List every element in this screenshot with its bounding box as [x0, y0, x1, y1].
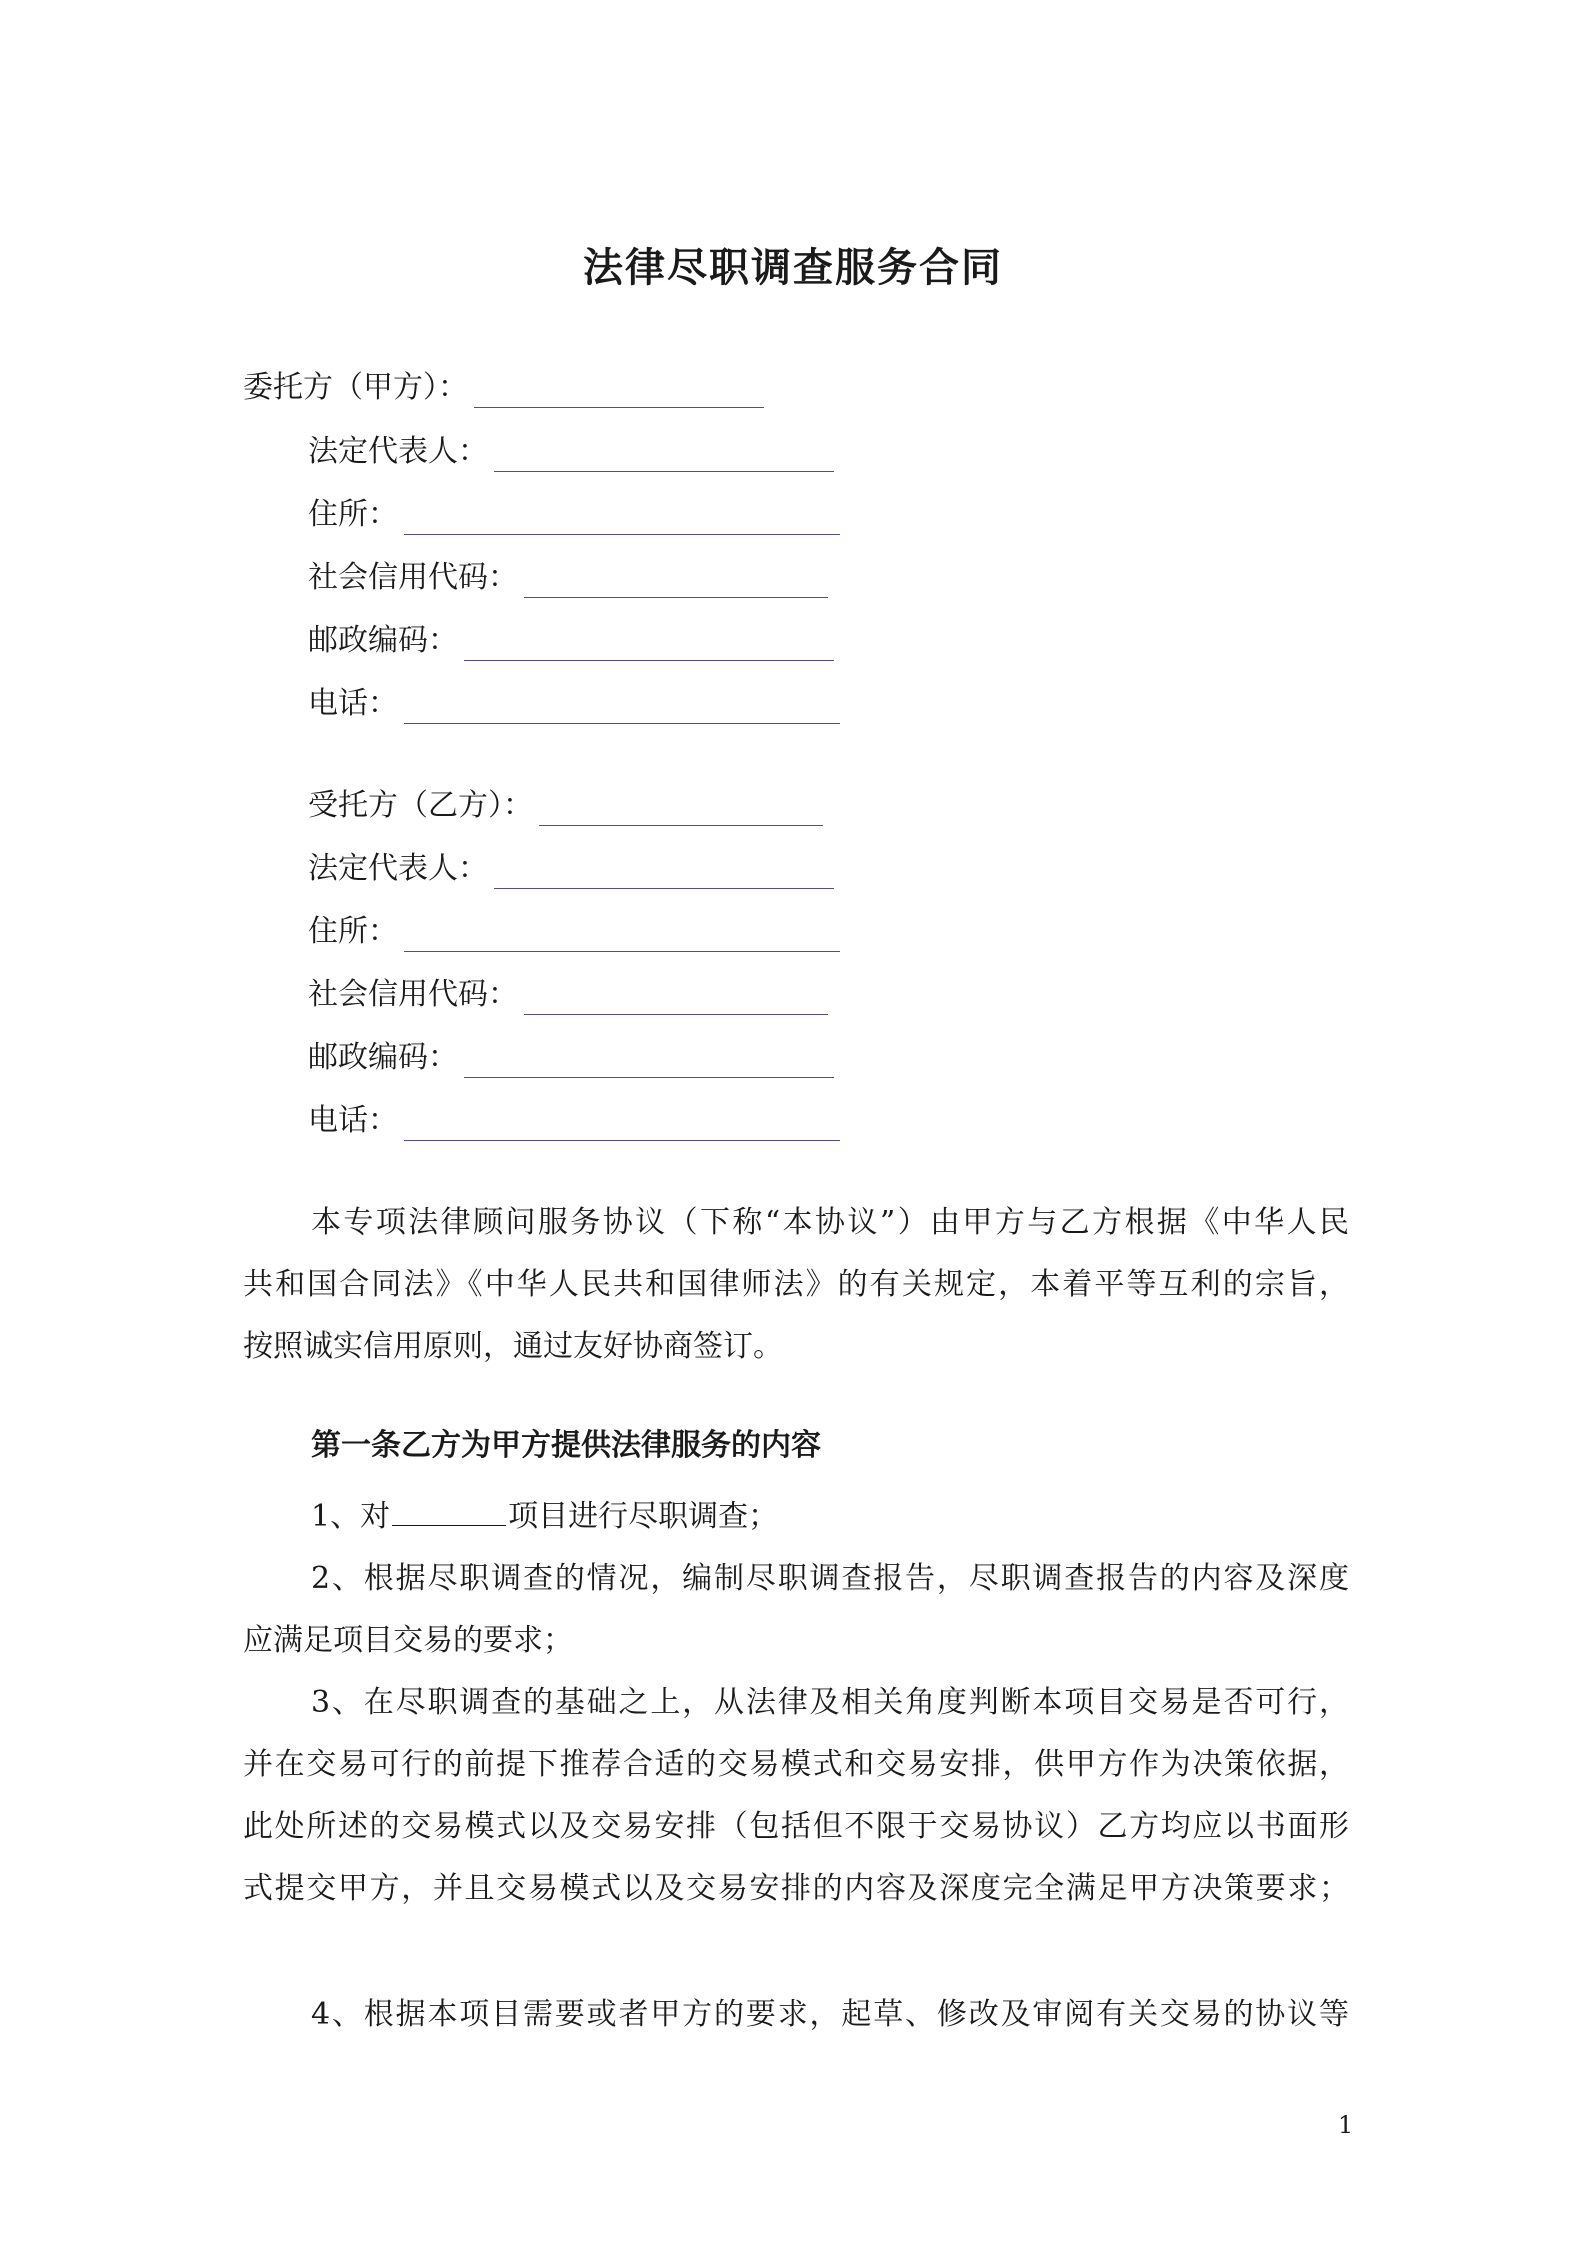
party-b-postal-code-blank[interactable] [464, 1043, 834, 1078]
intro-line-3: 按照诚实信用原则，通过友好协商签订。 [243, 1329, 783, 1364]
party-a-postal-code-row [308, 617, 834, 661]
party-b-heading: 受托方（乙方）： [308, 788, 533, 823]
party-a-phone-row [308, 680, 840, 724]
project-name-blank[interactable] [392, 1495, 506, 1526]
party-a-legal-rep-blank[interactable] [494, 437, 834, 472]
party-a-legal-rep-label: 法定代表人： [308, 434, 488, 469]
party-a-credit-code-label: 社会信用代码： [308, 560, 518, 595]
party-b-credit-code-label: 社会信用代码： [308, 977, 518, 1012]
party-a-postal-code-blank[interactable] [464, 626, 834, 661]
article-1-item-1-line [243, 1486, 1349, 1548]
intro-line-2: 共和国合同法》《中华人民共和国律师法》的有关规定，本着平等互利的宗旨， [243, 1267, 1349, 1302]
document-title: 法律尽职调查服务合同 [583, 244, 1003, 291]
party-a-address-blank[interactable] [404, 500, 840, 535]
intro-paragraph [243, 1192, 1349, 1378]
party-b-phone-row [308, 1097, 840, 1141]
page-number: 1 [1338, 2111, 1354, 2139]
item-2-line-2: 应满足项目交易的要求； [243, 1623, 573, 1658]
party-b-credit-code-row [308, 971, 828, 1015]
article-1-heading: 第一条乙方为甲方提供法律服务的内容 [311, 1428, 821, 1463]
party-a-phone-blank[interactable] [404, 689, 840, 724]
party-b-legal-rep-blank[interactable] [494, 854, 834, 889]
party-b-phone-blank[interactable] [404, 1106, 840, 1141]
party-b-credit-code-blank[interactable] [524, 980, 828, 1015]
item-3-line-3: 此处所述的交易模式以及交易安排（包括但不限于交易协议）乙方均应以书面形 [243, 1809, 1349, 1844]
item-2-line-1: 2、根据尽职调查的情况，编制尽职调查报告，尽职调查报告的内容及深度 [311, 1561, 1349, 1596]
article-1-item-4 [243, 1984, 1349, 2046]
article-1-item-3 [243, 1672, 1349, 1920]
item-4-line-1: 4、根据本项目需要或者甲方的要求，起草、修改及审阅有关交易的协议等 [311, 1997, 1349, 2032]
party-b-address-blank[interactable] [404, 917, 840, 952]
party-b-address-label: 住所： [308, 914, 398, 949]
party-b-legal-rep-label: 法定代表人： [308, 851, 488, 886]
party-a-address-label: 住所： [308, 497, 398, 532]
party-a-heading-row [243, 364, 764, 408]
article-1-item-2 [243, 1548, 1349, 1672]
party-a-credit-code-row [308, 554, 828, 598]
article-1-item-1 [243, 1486, 1349, 1548]
item-3-line-4: 式提交甲方，并且交易模式以及交易安排的内容及深度完全满足甲方决策要求； [243, 1871, 1349, 1906]
item-1-prefix: 1、对 [311, 1499, 391, 1534]
item-3-line-2: 并在交易可行的前提下推荐合适的交易模式和交易安排，供甲方作为决策依据， [243, 1747, 1349, 1782]
party-b-phone-label: 电话： [308, 1103, 398, 1138]
intro-line-1: 本专项法律顾问服务协议（下称“本协议”）由甲方与乙方根据《中华人民 [311, 1205, 1349, 1240]
party-b-legal-rep-row [308, 845, 834, 889]
party-b-name-blank[interactable] [539, 791, 823, 826]
party-a-heading: 委托方（甲方）： [243, 370, 468, 405]
item-1-suffix: 项目进行尽职调查； [508, 1499, 779, 1534]
party-b-postal-code-label: 邮政编码： [308, 1040, 458, 1075]
party-a-phone-label: 电话： [308, 686, 398, 721]
party-b-heading-row [308, 782, 823, 826]
party-a-legal-rep-row [308, 428, 834, 472]
party-a-address-row [308, 491, 840, 535]
party-b-address-row [308, 908, 840, 952]
party-a-credit-code-blank[interactable] [524, 563, 828, 598]
item-3-line-1: 3、在尽职调查的基础之上，从法律及相关角度判断本项目交易是否可行， [311, 1685, 1349, 1720]
party-a-postal-code-label: 邮政编码： [308, 623, 458, 658]
party-a-name-blank[interactable] [474, 373, 764, 408]
party-b-postal-code-row [308, 1034, 834, 1078]
